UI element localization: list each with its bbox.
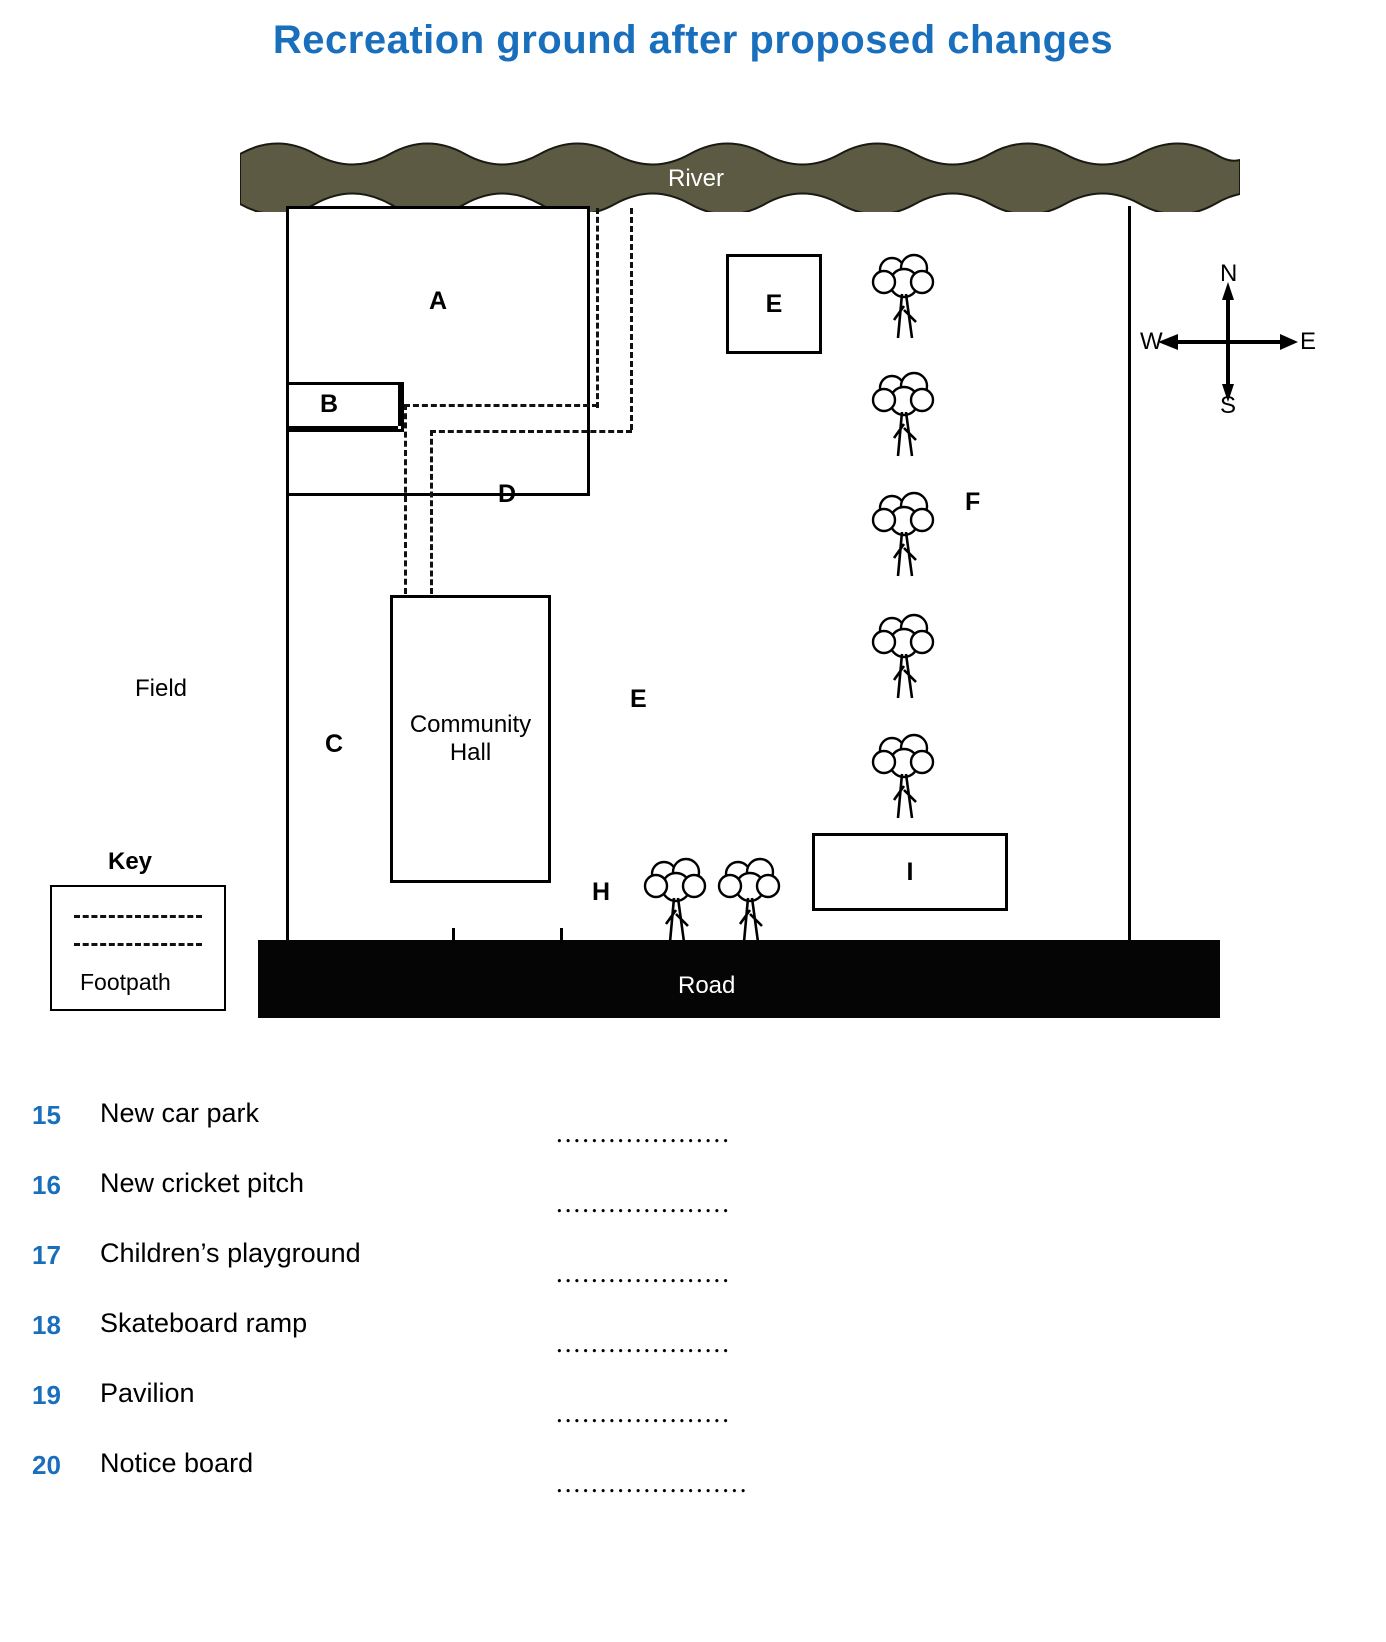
compass-east-label: E xyxy=(1300,328,1317,355)
answer-blank[interactable]: .................... xyxy=(556,1398,731,1428)
plot-b-right-edge xyxy=(398,382,401,426)
answer-blank[interactable]: ...................... xyxy=(556,1468,749,1498)
question-text: Skateboard ramp xyxy=(100,1308,308,1338)
answer-blank[interactable]: .................... xyxy=(556,1188,731,1218)
plot-i-label: I xyxy=(906,857,914,886)
footpath-segment-5 xyxy=(404,404,407,594)
river-shape xyxy=(240,140,1240,212)
question-text: Pavilion xyxy=(100,1378,195,1408)
questions-list xyxy=(0,1090,1386,1510)
footpath-segment-6 xyxy=(430,430,433,594)
question-row xyxy=(0,1230,1386,1300)
key-dash-line xyxy=(74,915,202,918)
tree-icon xyxy=(868,488,940,580)
plot-c-label: C xyxy=(325,730,344,758)
question-text: New cricket pitch xyxy=(100,1168,305,1198)
question-text: New car park xyxy=(100,1098,260,1128)
tree-icon xyxy=(714,854,786,946)
answer-blank[interactable]: .................... xyxy=(556,1328,731,1358)
question-number: 20 xyxy=(32,1450,61,1480)
plot-b[interactable] xyxy=(286,382,404,432)
plot-a[interactable] xyxy=(286,206,590,496)
plot-b-bottom-edge xyxy=(286,426,398,429)
key-box xyxy=(50,885,226,1011)
community-hall-label-line2: Hall xyxy=(449,739,492,766)
key-footpath-label: Footpath xyxy=(80,969,171,995)
plot-f-label: F xyxy=(965,488,981,516)
question-text: Children’s playground xyxy=(100,1238,361,1268)
compass-north-label: N xyxy=(1220,260,1238,287)
page-title: Recreation ground after proposed changes xyxy=(272,18,1114,62)
community-hall-label-line1: Community xyxy=(409,711,532,738)
question-row xyxy=(0,1370,1386,1440)
compass-west-label: W xyxy=(1140,328,1163,355)
tree-icon xyxy=(868,250,940,342)
question-number: 15 xyxy=(32,1100,61,1130)
key-dash-line xyxy=(74,943,202,946)
road-entrance-tick xyxy=(560,928,563,944)
field-east-boundary xyxy=(1128,206,1131,948)
footpath-segment-3 xyxy=(404,404,598,407)
answer-blank[interactable]: .................... xyxy=(556,1118,731,1148)
plot-b-top-edge xyxy=(286,382,398,385)
answer-blank[interactable]: .................... xyxy=(556,1258,731,1288)
question-row xyxy=(0,1160,1386,1230)
community-hall[interactable] xyxy=(390,595,551,883)
plot-a-label: A xyxy=(428,287,448,315)
plot-b-label: B xyxy=(320,390,339,418)
road-shape xyxy=(258,940,1220,1018)
road-label: Road xyxy=(678,972,736,999)
compass-south-label: S xyxy=(1220,392,1237,419)
tree-icon xyxy=(868,730,940,822)
footpath-segment-2 xyxy=(630,208,633,430)
recreation-ground-map xyxy=(0,110,1386,1050)
compass-rose xyxy=(1140,260,1320,430)
question-row xyxy=(0,1300,1386,1370)
road-entrance-tick xyxy=(452,928,455,944)
river-label: River xyxy=(668,165,725,192)
question-row xyxy=(0,1090,1386,1160)
plot-h-label: H xyxy=(592,878,611,906)
plot-i[interactable] xyxy=(812,833,1008,911)
plot-d-label: D xyxy=(498,480,517,508)
question-number: 17 xyxy=(32,1240,61,1270)
question-number: 19 xyxy=(32,1380,61,1410)
footpath-segment-4 xyxy=(430,430,632,433)
question-row xyxy=(0,1440,1386,1510)
plot-e-label: E xyxy=(765,289,783,318)
key-title: Key xyxy=(108,848,153,875)
question-number: 16 xyxy=(32,1170,61,1200)
tree-icon xyxy=(868,368,940,460)
question-text: Notice board xyxy=(100,1448,254,1478)
footpath-segment-1 xyxy=(596,208,599,408)
field-label: Field xyxy=(135,675,188,702)
question-number: 18 xyxy=(32,1310,61,1340)
plot-e[interactable] xyxy=(726,254,822,354)
plot-g-label: E xyxy=(630,685,647,713)
tree-icon xyxy=(640,854,712,946)
tree-icon xyxy=(868,610,940,702)
